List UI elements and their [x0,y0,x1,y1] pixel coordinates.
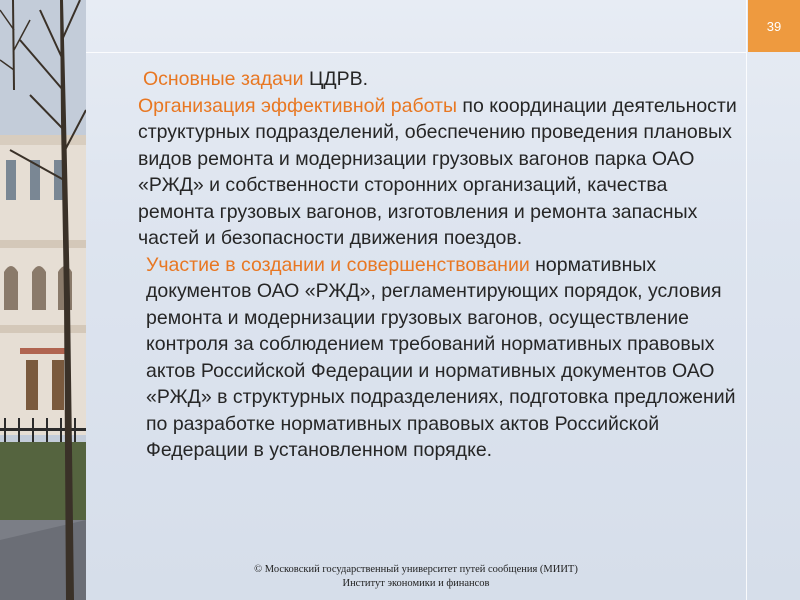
building-photo [0,0,86,600]
heading-rest: ЦДРВ. [309,68,369,90]
paragraph-2 [116,252,746,464]
slide-body [116,66,746,464]
footer-copyright: © Московский государственный университет путей сообщения (МИИТ) [254,564,578,575]
paragraph-2-accent: Участие в создании и совершенствовании [146,253,530,276]
building-photo-graphic [0,0,86,600]
footer-institute: Институт экономики и финансов [342,578,490,589]
slide-heading [116,66,746,93]
paragraph-1-text: по координации деятельности структурных подразделений, обеспечению проведения плановых видов ремонта и модернизации грузовых вагонов парка ОАО «РЖД» и собственности сторонних организаций, качества ремонта грузовых вагонов, изготовления и ремонта запасных частей и безопасности движения поездов. [138,94,737,249]
paragraph-1 [116,93,746,252]
paragraph-1-accent: Организация эффективной работы [138,94,457,117]
frame-line-top [86,52,746,53]
frame-line-right [746,0,747,600]
page-number-badge: 39 [748,0,800,52]
heading-accent: Основные задачи [143,68,309,90]
paragraph-2-text: нормативных документов ОАО «РЖД», регламентирующих порядок, условия ремонта и модернизации грузовых вагонов, осуществление контроля за соблюдением требований нормативных правовых актов Российской Федерации и нормативных документов ОАО «РЖД» в структурных подразделениях, подготовка предложений по разработке нормативных правовых актов Российской Федерации в установленном порядке. [146,253,736,461]
